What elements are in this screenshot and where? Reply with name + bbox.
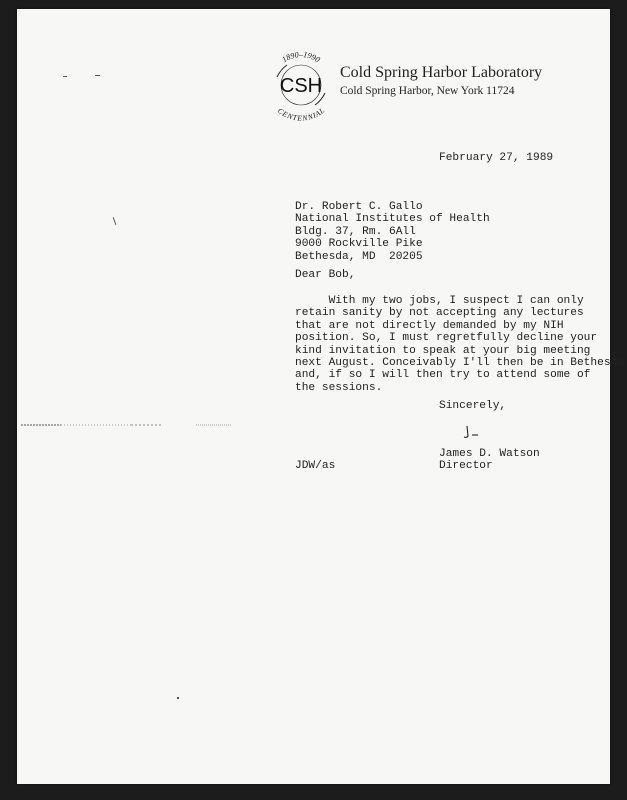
fold-smudge (21, 423, 231, 427)
recipient-line: Bldg. 37, Rm. 6All (295, 225, 416, 238)
handwritten-signature (461, 424, 485, 440)
lab-address: Cold Spring Harbor, New York 11724 (340, 85, 515, 97)
letter-body (295, 295, 624, 394)
svg-text:1890–1990 (280, 50, 321, 64)
body-line: next August. Conceivably I'll then be in Bethesda (295, 357, 624, 370)
csh-centennial-logo (263, 47, 339, 123)
paper-mark (177, 697, 179, 699)
letter-date: February 27, 1989 (439, 152, 554, 164)
recipient-line: Bethesda, MD 20205 (295, 250, 423, 263)
signer-name: James D. Watson (439, 448, 540, 460)
paper-mark (95, 75, 100, 76)
body-line: retain sanity by not accepting any lectures (295, 307, 584, 320)
salutation: Dear Bob, (295, 269, 356, 281)
lab-name: Cold Spring Harbor Laboratory (340, 64, 543, 81)
body-line: that are not directly demanded by my NIH (295, 319, 564, 332)
body-line: kind invitation to speak at your big meeting (295, 344, 591, 357)
recipient-line: Dr. Robert C. Gallo (295, 201, 423, 213)
letter-page (17, 9, 624, 784)
body-line: and, if so I will then try to attend some of (295, 369, 591, 382)
recipient-line: National Institutes of Health (295, 213, 490, 226)
svg-text:CENTENNIAL (276, 106, 326, 123)
body-line: With my two jobs, I suspect I can only (295, 295, 584, 307)
closing: Sincerely, (439, 400, 507, 412)
logo-text: CSH (279, 75, 323, 97)
paper-mark (113, 217, 117, 225)
body-line: the sessions. (295, 381, 383, 394)
typist-initials: JDW/as (295, 460, 336, 472)
recipient-address (295, 201, 490, 263)
recipient-line: 9000 Rockville Pike (295, 238, 423, 251)
signer-block (439, 448, 540, 473)
body-line: position. So, I must regretfully decline your (295, 332, 598, 345)
logo-ring-bottom: CENTENNIAL (275, 105, 327, 123)
signer-title: Director (439, 460, 493, 473)
logo-ring-top: 1890–1990 (280, 50, 322, 65)
paper-mark (63, 76, 67, 77)
